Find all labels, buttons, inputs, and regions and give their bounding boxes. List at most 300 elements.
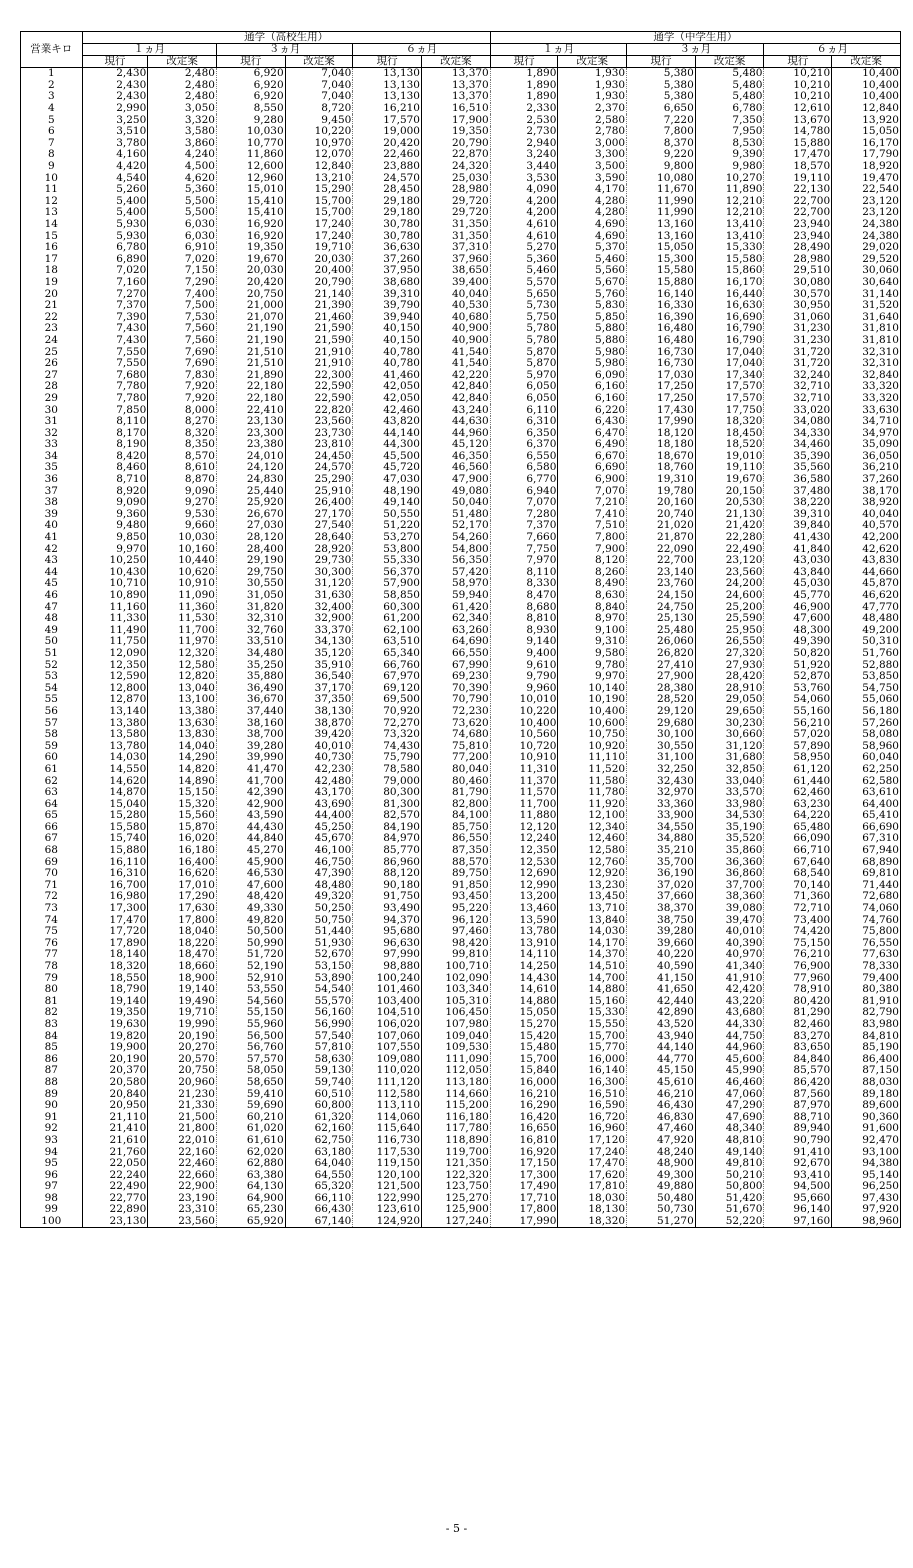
fare-cell: 24,120: [216, 462, 285, 474]
table-row: [21, 277, 901, 289]
fare-cell: 20,750: [148, 1065, 217, 1077]
fare-cell: 7,370: [82, 300, 148, 312]
fare-cell: 7,350: [695, 114, 764, 126]
fare-cell: 17,570: [695, 381, 764, 393]
fare-cell: 29,750: [216, 567, 285, 579]
fare-cell: 41,150: [627, 972, 696, 984]
fare-cell: 1,890: [490, 68, 558, 80]
fare-cell: 23,560: [148, 1216, 217, 1228]
fare-cell: 70,920: [353, 706, 422, 718]
fare-cell: 5,380: [627, 68, 696, 80]
fare-cell: 58,970: [422, 578, 491, 590]
fare-cell: 3,300: [558, 149, 627, 161]
table-row: [21, 242, 901, 254]
fare-cell: 15,480: [490, 1042, 558, 1054]
fare-cell: 15,700: [285, 196, 353, 208]
fare-cell: 37,950: [353, 265, 422, 277]
fare-cell: 14,040: [148, 740, 217, 752]
fare-cell: 19,780: [627, 485, 696, 497]
table-row: [21, 1123, 901, 1135]
fare-cell: 20,190: [148, 1030, 217, 1042]
fare-cell: 87,350: [422, 845, 491, 857]
fare-cell: 10,910: [148, 578, 217, 590]
fare-cell: 2,430: [82, 91, 148, 103]
table-row: [21, 265, 901, 277]
fare-cell: 48,480: [285, 880, 353, 892]
fare-cell: 15,840: [490, 1065, 558, 1077]
table-row: [21, 451, 901, 463]
fare-cell: 17,620: [558, 1169, 627, 1181]
fare-cell: 11,490: [82, 625, 148, 637]
fare-cell: 80,040: [422, 764, 491, 776]
fare-cell: 19,010: [695, 451, 764, 463]
fare-cell: 14,030: [82, 752, 148, 764]
fare-cell: 33,020: [764, 404, 832, 416]
fare-cell: 61,020: [216, 1123, 285, 1135]
table-row: [21, 91, 901, 103]
fare-cell: 91,850: [422, 880, 491, 892]
table-row: [21, 103, 901, 115]
fare-cell: 49,140: [353, 497, 422, 509]
fare-cell: 34,530: [695, 810, 764, 822]
fare-cell: 47,290: [695, 1100, 764, 1112]
fare-cell: 16,650: [490, 1123, 558, 1135]
fare-cell: 9,090: [148, 485, 217, 497]
table-row: [21, 1030, 901, 1042]
fare-cell: 29,180: [353, 196, 422, 208]
table-row: [21, 543, 901, 555]
fare-cell: 10,160: [148, 543, 217, 555]
fare-cell: 53,760: [764, 682, 832, 694]
fare-cell: 88,120: [353, 868, 422, 880]
fare-cell: 64,040: [285, 1158, 353, 1170]
fare-cell: 40,390: [695, 938, 764, 950]
fare-cell: 8,110: [490, 567, 558, 579]
fare-cell: 24,380: [832, 219, 901, 231]
fare-cell: 9,850: [82, 532, 148, 544]
fare-cell: 7,900: [558, 543, 627, 555]
fare-cell: 28,520: [627, 694, 696, 706]
fare-cell: 60,040: [832, 752, 901, 764]
fare-cell: 37,170: [285, 682, 353, 694]
fare-cell: 9,390: [695, 149, 764, 161]
fare-cell: 125,270: [422, 1193, 491, 1205]
fare-cell: 18,570: [764, 161, 832, 173]
fare-cell: 9,140: [490, 636, 558, 648]
fare-cell: 16,140: [558, 1065, 627, 1077]
fare-cell: 39,280: [627, 926, 696, 938]
fare-cell: 97,920: [832, 1204, 901, 1216]
fare-cell: 2,370: [558, 103, 627, 115]
header-period-3month: ３ヵ月: [216, 44, 352, 56]
fare-cell: 7,150: [148, 265, 217, 277]
fare-cell: 85,570: [764, 1065, 832, 1077]
fare-cell: 4,090: [490, 184, 558, 196]
table-row: [21, 926, 901, 938]
fare-cell: 24,570: [353, 172, 422, 184]
fare-cell: 15,300: [627, 254, 696, 266]
kilo-cell: 72: [21, 891, 83, 903]
fare-cell: 11,090: [148, 590, 217, 602]
fare-cell: 54,750: [832, 682, 901, 694]
fare-cell: 16,720: [558, 1111, 627, 1123]
header-period-6month: ６ヵ月: [353, 44, 490, 56]
fare-cell: 13,370: [422, 91, 491, 103]
fare-cell: 4,690: [558, 219, 627, 231]
fare-cell: 38,650: [422, 265, 491, 277]
kilo-cell: 79: [21, 972, 83, 984]
fare-cell: 30,080: [764, 277, 832, 289]
fare-cell: 16,170: [832, 138, 901, 150]
fare-cell: 11,880: [490, 810, 558, 822]
fare-cell: 39,280: [216, 740, 285, 752]
fare-cell: 23,760: [627, 578, 696, 590]
table-row: [21, 1181, 901, 1193]
fare-cell: 47,030: [353, 474, 422, 486]
table-row: [21, 914, 901, 926]
fare-cell: 35,120: [285, 648, 353, 660]
fare-cell: 48,480: [832, 613, 901, 625]
fare-cell: 21,890: [216, 369, 285, 381]
fare-cell: 18,790: [82, 984, 148, 996]
fare-cell: 10,620: [148, 567, 217, 579]
fare-cell: 18,120: [627, 427, 696, 439]
fare-cell: 64,130: [216, 1181, 285, 1193]
fare-cell: 8,110: [82, 416, 148, 428]
fare-cell: 7,560: [148, 323, 217, 335]
fare-cell: 31,640: [832, 311, 901, 323]
fare-cell: 7,270: [82, 288, 148, 300]
kilo-cell: 67: [21, 833, 83, 845]
kilo-cell: 94: [21, 1146, 83, 1158]
fare-cell: 13,710: [558, 903, 627, 915]
fare-cell: 83,980: [832, 1019, 901, 1031]
fare-cell: 58,960: [832, 740, 901, 752]
fare-cell: 87,150: [832, 1065, 901, 1077]
fare-cell: 3,530: [490, 172, 558, 184]
table-row: [21, 671, 901, 683]
fare-cell: 42,460: [353, 404, 422, 416]
fare-cell: 10,890: [82, 590, 148, 602]
kilo-cell: 27: [21, 369, 83, 381]
table-row: [21, 462, 901, 474]
fare-cell: 13,590: [490, 914, 558, 926]
fare-cell: 22,180: [216, 393, 285, 405]
fare-cell: 31,810: [832, 335, 901, 347]
fare-cell: 20,740: [627, 509, 696, 521]
table-row: [21, 1088, 901, 1100]
fare-cell: 84,810: [832, 1030, 901, 1042]
fare-cell: 32,430: [627, 775, 696, 787]
fare-cell: 2,780: [558, 126, 627, 138]
fare-cell: 20,950: [82, 1100, 148, 1112]
fare-cell: 46,530: [216, 868, 285, 880]
fare-cell: 51,480: [422, 509, 491, 521]
fare-cell: 35,560: [764, 462, 832, 474]
fare-cell: 22,820: [285, 404, 353, 416]
fare-cell: 17,340: [695, 369, 764, 381]
fare-cell: 83,270: [764, 1030, 832, 1042]
fare-cell: 47,460: [627, 1123, 696, 1135]
fare-cell: 117,780: [422, 1123, 491, 1135]
fare-cell: 23,940: [764, 230, 832, 242]
table-row: [21, 682, 901, 694]
fare-cell: 106,450: [422, 1007, 491, 1019]
fare-cell: 48,240: [627, 1146, 696, 1158]
fare-cell: 16,400: [148, 856, 217, 868]
fare-cell: 95,140: [832, 1169, 901, 1181]
fare-cell: 53,800: [353, 543, 422, 555]
fare-cell: 110,020: [353, 1065, 422, 1077]
fare-cell: 18,450: [695, 427, 764, 439]
kilo-cell: 29: [21, 393, 83, 405]
fare-cell: 43,690: [285, 798, 353, 810]
fare-cell: 9,800: [627, 161, 696, 173]
fare-cell: 21,190: [216, 323, 285, 335]
fare-cell: 32,310: [216, 613, 285, 625]
fare-cell: 28,980: [422, 184, 491, 196]
fare-cell: 96,140: [764, 1204, 832, 1216]
fare-cell: 13,830: [148, 729, 217, 741]
fare-cell: 39,840: [764, 520, 832, 532]
fare-cell: 32,900: [285, 613, 353, 625]
table-row: [21, 949, 901, 961]
kilo-cell: 46: [21, 590, 83, 602]
fare-cell: 91,410: [764, 1146, 832, 1158]
kilo-cell: 1: [21, 68, 83, 80]
fare-cell: 23,940: [764, 219, 832, 231]
fare-cell: 21,590: [285, 335, 353, 347]
fare-cell: 11,530: [148, 613, 217, 625]
fare-cell: 44,300: [353, 439, 422, 451]
fare-cell: 75,800: [832, 926, 901, 938]
fare-cell: 53,150: [285, 961, 353, 973]
fare-cell: 10,910: [490, 752, 558, 764]
fare-cell: 3,000: [558, 138, 627, 150]
fare-cell: 5,360: [490, 254, 558, 266]
kilo-cell: 35: [21, 462, 83, 474]
fare-cell: 46,100: [285, 845, 353, 857]
kilo-cell: 37: [21, 485, 83, 497]
fare-cell: 89,940: [764, 1123, 832, 1135]
fare-cell: 14,610: [490, 984, 558, 996]
fare-cell: 8,330: [490, 578, 558, 590]
fare-cell: 40,590: [627, 961, 696, 973]
fare-cell: 121,500: [353, 1181, 422, 1193]
fare-cell: 5,880: [558, 335, 627, 347]
fare-cell: 21,130: [695, 509, 764, 521]
fare-cell: 13,670: [764, 114, 832, 126]
fare-cell: 7,690: [148, 346, 217, 358]
fare-cell: 42,480: [285, 775, 353, 787]
fare-cell: 75,790: [353, 752, 422, 764]
fare-cell: 17,800: [490, 1204, 558, 1216]
fare-cell: 9,360: [82, 509, 148, 521]
fare-cell: 59,410: [216, 1088, 285, 1100]
fare-cell: 14,890: [148, 775, 217, 787]
table-row: [21, 1204, 901, 1216]
fare-cell: 17,150: [490, 1158, 558, 1170]
kilo-cell: 92: [21, 1123, 83, 1135]
fare-cell: 44,960: [695, 1042, 764, 1054]
fare-cell: 75,810: [422, 740, 491, 752]
fare-cell: 46,620: [832, 590, 901, 602]
fare-cell: 5,480: [695, 80, 764, 92]
fare-cell: 8,720: [285, 103, 353, 115]
fare-cell: 3,320: [148, 114, 217, 126]
fare-cell: 36,360: [695, 856, 764, 868]
fare-cell: 70,140: [764, 880, 832, 892]
fare-cell: 45,720: [353, 462, 422, 474]
fare-cell: 77,960: [764, 972, 832, 984]
fare-cell: 85,770: [353, 845, 422, 857]
fare-cell: 29,190: [216, 555, 285, 567]
kilo-cell: 61: [21, 764, 83, 776]
fare-cell: 47,920: [627, 1135, 696, 1147]
fare-cell: 5,930: [82, 219, 148, 231]
fare-cell: 60,300: [353, 601, 422, 613]
fare-cell: 16,510: [422, 103, 491, 115]
fare-cell: 90,360: [832, 1111, 901, 1123]
fare-cell: 38,130: [285, 706, 353, 718]
fare-cell: 27,930: [695, 659, 764, 671]
header-proposed: 改定案: [558, 56, 627, 68]
fare-cell: 14,510: [558, 961, 627, 973]
fare-cell: 39,940: [353, 311, 422, 323]
fare-cell: 10,560: [490, 729, 558, 741]
fare-cell: 7,830: [148, 369, 217, 381]
fare-cell: 68,890: [832, 856, 901, 868]
table-row: [21, 938, 901, 950]
fare-cell: 12,070: [285, 149, 353, 161]
fare-cell: 7,560: [148, 335, 217, 347]
fare-cell: 50,210: [695, 1169, 764, 1181]
fare-cell: 33,320: [832, 393, 901, 405]
fare-cell: 22,890: [82, 1204, 148, 1216]
fare-cell: 89,180: [832, 1088, 901, 1100]
table-row: [21, 1158, 901, 1170]
fare-cell: 107,550: [353, 1042, 422, 1054]
fare-cell: 12,600: [216, 161, 285, 173]
fare-cell: 14,700: [558, 972, 627, 984]
fare-cell: 26,400: [285, 497, 353, 509]
fare-cell: 7,970: [490, 555, 558, 567]
fare-cell: 10,400: [558, 706, 627, 718]
fare-cell: 23,130: [216, 416, 285, 428]
fare-cell: 13,230: [558, 880, 627, 892]
fare-cell: 12,580: [558, 845, 627, 857]
table-row: [21, 798, 901, 810]
fare-cell: 8,120: [558, 555, 627, 567]
fare-cell: 38,680: [353, 277, 422, 289]
fare-cell: 20,840: [82, 1088, 148, 1100]
fare-cell: 33,320: [832, 381, 901, 393]
fare-cell: 40,150: [353, 323, 422, 335]
fare-cell: 18,220: [148, 938, 217, 950]
fare-cell: 32,710: [764, 393, 832, 405]
fare-cell: 15,700: [558, 1030, 627, 1042]
fare-cell: 4,160: [82, 149, 148, 161]
kilo-cell: 53: [21, 671, 83, 683]
fare-cell: 53,550: [216, 984, 285, 996]
fare-cell: 6,310: [490, 416, 558, 428]
fare-cell: 16,310: [82, 868, 148, 880]
fare-cell: 51,760: [832, 648, 901, 660]
fare-cell: 7,290: [148, 277, 217, 289]
kilo-cell: 38: [21, 497, 83, 509]
fare-cell: 15,160: [558, 996, 627, 1008]
fare-cell: 44,140: [353, 427, 422, 439]
fare-cell: 116,730: [353, 1135, 422, 1147]
fare-cell: 88,570: [422, 856, 491, 868]
fare-cell: 13,780: [82, 740, 148, 752]
fare-cell: 7,660: [490, 532, 558, 544]
fare-cell: 25,950: [695, 625, 764, 637]
fare-cell: 22,090: [627, 543, 696, 555]
fare-cell: 11,920: [558, 798, 627, 810]
fare-cell: 25,480: [627, 625, 696, 637]
fare-cell: 8,000: [148, 404, 217, 416]
fare-cell: 15,560: [148, 810, 217, 822]
table-row: [21, 207, 901, 219]
kilo-cell: 40: [21, 520, 83, 532]
kilo-cell: 30: [21, 404, 83, 416]
fare-cell: 39,310: [353, 288, 422, 300]
fare-cell: 42,890: [627, 1007, 696, 1019]
fare-cell: 12,210: [695, 196, 764, 208]
fare-cell: 45,900: [216, 856, 285, 868]
fare-cell: 44,400: [285, 810, 353, 822]
fare-cell: 17,250: [627, 381, 696, 393]
fare-cell: 97,460: [422, 926, 491, 938]
fare-cell: 46,560: [422, 462, 491, 474]
fare-cell: 16,480: [627, 335, 696, 347]
fare-cell: 28,640: [285, 532, 353, 544]
fare-cell: 48,420: [216, 891, 285, 903]
fare-cell: 113,180: [422, 1077, 491, 1089]
fare-cell: 12,580: [148, 659, 217, 671]
fare-cell: 16,300: [558, 1077, 627, 1089]
fare-cell: 17,040: [695, 358, 764, 370]
fare-cell: 25,200: [695, 601, 764, 613]
fare-cell: 13,130: [353, 80, 422, 92]
fare-cell: 3,050: [148, 103, 217, 115]
fare-cell: 40,900: [422, 335, 491, 347]
fare-cell: 37,480: [764, 485, 832, 497]
fare-cell: 12,920: [558, 868, 627, 880]
fare-cell: 33,570: [695, 787, 764, 799]
table-row: [21, 126, 901, 138]
fare-cell: 6,650: [627, 103, 696, 115]
fare-cell: 48,340: [695, 1123, 764, 1135]
fare-cell: 18,760: [627, 462, 696, 474]
kilo-cell: 13: [21, 207, 83, 219]
fare-cell: 6,030: [148, 219, 217, 231]
table-row: [21, 625, 901, 637]
fare-cell: 5,570: [490, 277, 558, 289]
fare-cell: 5,480: [695, 68, 764, 80]
fare-cell: 5,880: [558, 323, 627, 335]
fare-cell: 8,920: [82, 485, 148, 497]
fare-cell: 44,770: [627, 1053, 696, 1065]
fare-cell: 55,150: [216, 1007, 285, 1019]
fare-cell: 42,620: [832, 543, 901, 555]
fare-cell: 30,230: [695, 717, 764, 729]
fare-cell: 10,750: [558, 729, 627, 741]
fare-cell: 72,710: [764, 903, 832, 915]
fare-cell: 17,470: [82, 914, 148, 926]
header-period-1month: １ヵ月: [490, 44, 626, 56]
